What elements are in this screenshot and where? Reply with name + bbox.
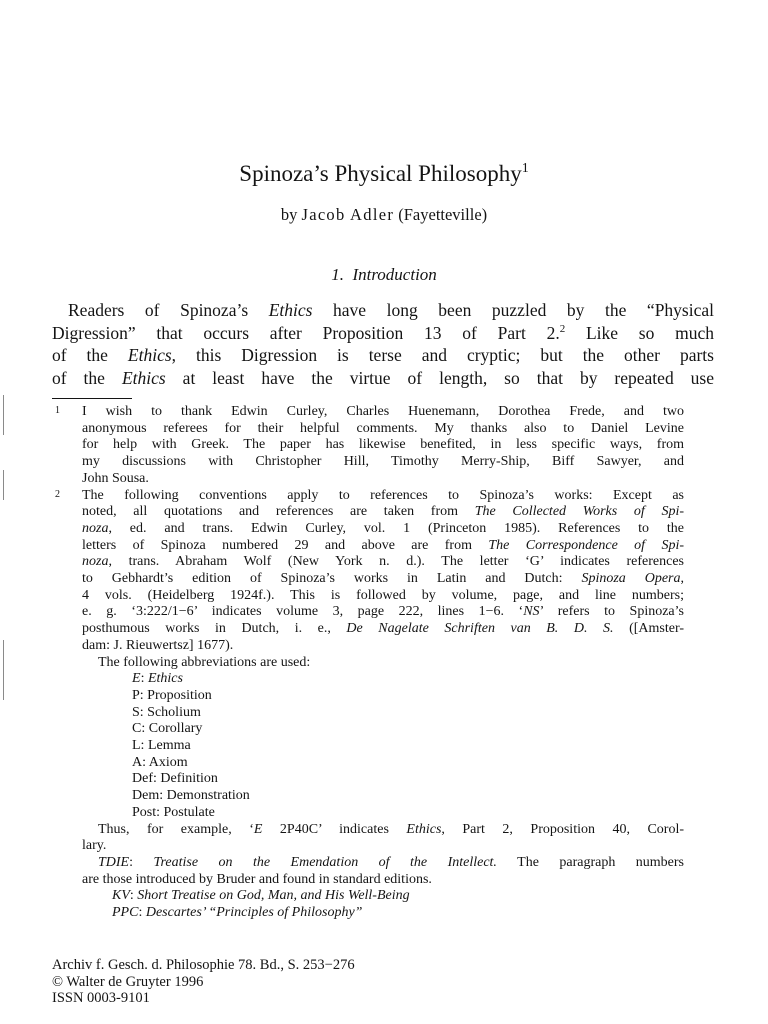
abbreviation-item: Def: Definition <box>132 771 218 787</box>
byline <box>0 205 768 225</box>
abbreviation-item: S: Scholium <box>132 704 201 720</box>
footnote-line: TDIE: Treatise on the Emendation of the Intellect. The paragraph numbers <box>98 854 684 870</box>
body-line: Digression” that occurs after Proposition 13 of Part 2.$^2$ Like so much <box>52 322 714 343</box>
abbreviations-list <box>82 671 684 821</box>
footnote-line: noted, all quotations and references are taken from The Collected Works of Spi- <box>82 504 684 520</box>
footnote-line: letters of Spinoza numbered 29 and above are from The Correspondence of Spi- <box>82 537 684 553</box>
footnote-line: for help with Greek. The paper has likewise benefited, in less specific ways, from <box>82 437 684 453</box>
publication-info <box>52 957 552 1007</box>
abbreviations-intro: The following abbreviations are used: <box>98 654 311 670</box>
section-number: 1. <box>331 265 344 284</box>
scan-edge-mark <box>3 395 4 435</box>
footnote-reference[interactable]: 2 <box>559 322 566 335</box>
author-affiliation: (Fayetteville) <box>398 205 488 224</box>
footnote-2-text <box>82 488 684 655</box>
title-footnote-marker[interactable]: 1 <box>521 161 529 176</box>
footnote-line: noza, trans. Abraham Wolf (New York n. d.). The letter ‘G’ indicates references <box>82 554 684 570</box>
footnote-line: 4 vols. (Heidelberg 1924f.). This is followed by volume, page, and line numbers; <box>82 587 684 603</box>
article-title <box>0 160 768 188</box>
ppc-entry <box>82 905 684 922</box>
footnote-line: The following conventions apply to references to Spinoza’s works: Except as <box>82 487 684 503</box>
footnote-line: lary. <box>82 838 107 854</box>
abbreviation-item: Dem: Demonstration <box>132 788 250 804</box>
footnote-separator <box>52 398 132 399</box>
footnote-1-text <box>82 404 684 488</box>
abbreviation-item: C: Corollary <box>132 721 203 737</box>
footnote-line: are those introduced by Bruder and found in standard editions. <box>82 871 432 887</box>
author-name: Jacob Adler <box>301 205 395 224</box>
scan-edge-mark <box>3 640 4 700</box>
footnote-line: my discussions with Christopher Hill, Timothy Merry-Ship, Biff Sawyer, and <box>82 454 684 470</box>
footnote-marker: 1 <box>55 405 60 416</box>
footnote-marker: 2 <box>55 488 60 500</box>
footnote-line: I wish to thank Edwin Curley, Charles Huenemann, Dorothea Frede, and two <box>82 404 684 419</box>
abbreviation-item: A: Axiom <box>132 754 188 770</box>
footnote-line: to Gebhardt’s edition of Spinoza’s works in Latin and Dutch: Spinoza Opera, <box>82 571 684 587</box>
copyright-line: © Walter de Gruyter 1996 <box>52 973 204 990</box>
example-text <box>82 822 684 855</box>
abbreviation-item: PPC: Descartes’ “Principles of Philosophy” <box>112 905 363 921</box>
footnote-2 <box>52 488 684 922</box>
footnote-line: posthumous works in Dutch, i. e., De Nagelate Schriften van B. D. S. ([Amster- <box>82 621 685 637</box>
body-line: of the Ethics at least have the virtue of length, so that by repeated use <box>52 367 715 388</box>
footnotes <box>52 404 684 922</box>
abbreviation-item: KV: Short Treatise on God, Man, and His Well-Being <box>112 888 410 904</box>
abbreviation-item: Post: Postulate <box>132 804 215 820</box>
abbreviation-item: P: Proposition <box>132 687 212 703</box>
issn-line: ISSN 0003-9101 <box>52 990 150 1007</box>
byline-prefix: by <box>280 205 298 224</box>
abbreviation-item: L: Lemma <box>132 738 191 754</box>
footnote-line: e. g. ‘3:222/1−6’ indicates volume 3, page 222, lines 1−6. ‘NS’ refers to Spinoza’s <box>82 604 684 620</box>
abbreviation-item: E: Ethics <box>132 671 183 687</box>
section-title: Introduction <box>352 265 437 284</box>
footnote-line: John Sousa. <box>82 470 149 486</box>
footnote-line: dam: J. Rieuwertsz] 1677). <box>82 637 234 653</box>
footnote-line: noza, ed. and trans. Edwin Curley, vol. 1 (Princeton 1985). References to the <box>82 520 684 536</box>
footnote-line: Thus, for example, ‘E 2P40C’ indicates Ethics, Part 2, Proposition 40, Corol- <box>98 821 684 837</box>
footnote-line: anonymous referees for their helpful comments. My thanks also to Daniel Levine <box>82 420 684 436</box>
footnote-1 <box>52 404 684 488</box>
article-title-text: Spinoza’s Physical Philosophy <box>239 161 522 186</box>
kv-entry <box>82 888 684 905</box>
journal-citation: Archiv f. Gesch. d. Philosophie 78. Bd., S. 253−276 <box>52 957 355 973</box>
tdie-entry <box>82 855 684 888</box>
section-heading <box>0 264 768 286</box>
body-text <box>52 299 714 389</box>
scan-edge-mark <box>3 470 4 500</box>
body-line: of the Ethics, this Digression is terse and cryptic; but the other parts <box>52 345 714 365</box>
body-line: Readers of Spinoza’s Ethics have long been puzzled by the “Physical <box>68 300 714 320</box>
